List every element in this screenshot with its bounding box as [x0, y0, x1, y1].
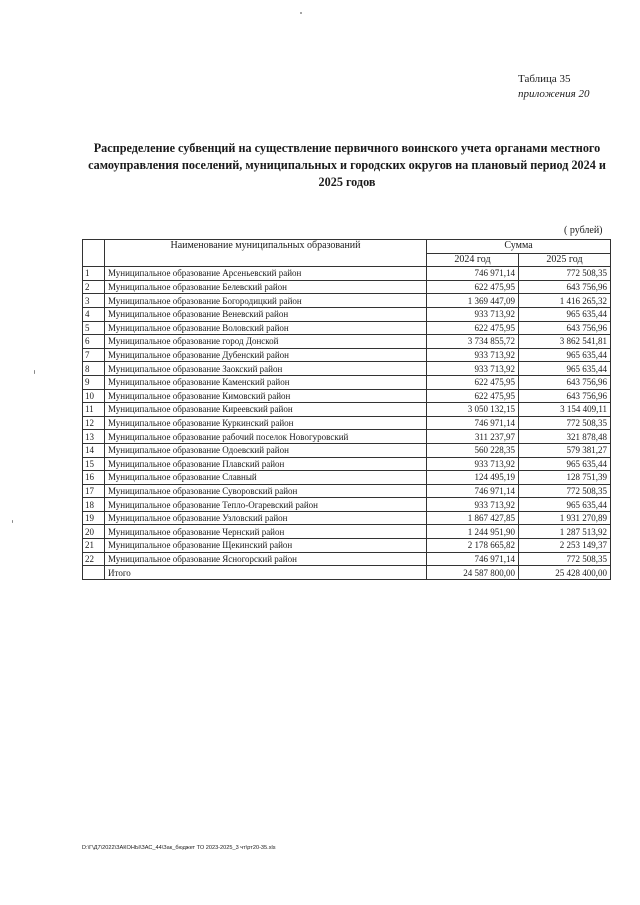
row-name: Муниципальное образование Суворовский район [105, 484, 427, 498]
header-sum: Сумма [427, 240, 611, 254]
row-number: 5 [83, 321, 105, 335]
row-number: 17 [83, 484, 105, 498]
row-2025: 3 154 409,11 [519, 403, 611, 417]
row-2024: 746 971,14 [427, 552, 519, 566]
total-label: Итого [105, 566, 427, 580]
table-row [83, 416, 611, 430]
row-2024: 933 713,92 [427, 362, 519, 376]
row-2024: 560 228,35 [427, 443, 519, 457]
row-name: Муниципальное образование Заокский район [105, 362, 427, 376]
row-2024: 933 713,92 [427, 348, 519, 362]
table-row [83, 525, 611, 539]
row-2024: 746 971,14 [427, 267, 519, 281]
row-number: 9 [83, 375, 105, 389]
row-2025: 965 635,44 [519, 457, 611, 471]
table-row [83, 335, 611, 349]
row-number: 2 [83, 280, 105, 294]
row-name: Муниципальное образование Узловский район [105, 511, 427, 525]
scan-speck [12, 520, 13, 523]
row-2024: 1 369 447,09 [427, 294, 519, 308]
row-2025: 772 508,35 [519, 484, 611, 498]
row-2024: 933 713,92 [427, 457, 519, 471]
row-2024: 124 495,19 [427, 471, 519, 485]
row-2025: 772 508,35 [519, 552, 611, 566]
row-2024: 622 475,95 [427, 280, 519, 294]
row-number: 16 [83, 471, 105, 485]
table-row [83, 511, 611, 525]
row-2024: 933 713,92 [427, 498, 519, 512]
row-name: Муниципальное образование Славный [105, 471, 427, 485]
row-name: Муниципальное образование Одоевский район [105, 443, 427, 457]
row-number: 10 [83, 389, 105, 403]
row-name: Муниципальное образование Дубенский район [105, 348, 427, 362]
table-row [83, 267, 611, 281]
table-row [83, 389, 611, 403]
table-row [83, 457, 611, 471]
row-name: Муниципальное образование Куркинский район [105, 416, 427, 430]
table-row [83, 552, 611, 566]
row-2025: 965 635,44 [519, 362, 611, 376]
subsidy-table [82, 239, 611, 580]
row-2025: 643 756,96 [519, 389, 611, 403]
row-2024: 1 867 427,85 [427, 511, 519, 525]
table-row [83, 280, 611, 294]
scan-speck [34, 370, 35, 374]
table-row [83, 498, 611, 512]
total-number [83, 566, 105, 580]
row-2025: 3 862 541,81 [519, 335, 611, 349]
row-name: Муниципальное образование Белевский район [105, 280, 427, 294]
row-2025: 579 381,27 [519, 443, 611, 457]
row-number: 6 [83, 335, 105, 349]
row-2025: 643 756,96 [519, 321, 611, 335]
row-number: 3 [83, 294, 105, 308]
row-number: 22 [83, 552, 105, 566]
table-row [83, 321, 611, 335]
row-2024: 746 971,14 [427, 416, 519, 430]
row-2025: 772 508,35 [519, 267, 611, 281]
row-name: Муниципальное образование Веневский район [105, 307, 427, 321]
row-number: 20 [83, 525, 105, 539]
header-2025: 2025 год [519, 253, 611, 267]
row-2024: 622 475,95 [427, 321, 519, 335]
row-number: 8 [83, 362, 105, 376]
table-row [83, 539, 611, 553]
row-number: 13 [83, 430, 105, 444]
row-number: 7 [83, 348, 105, 362]
table-reference [518, 72, 589, 102]
row-name: Муниципальное образование Тепло-Огаревский район [105, 498, 427, 512]
table-row [83, 307, 611, 321]
row-number: 21 [83, 539, 105, 553]
file-path-footer: D:\Г\Д7\2022\ЗАКОНЫ\ЗАС_44\Зак_бюджет ТО 2023-2025_3 чт\рт20-35.xls [82, 845, 276, 851]
table-row [83, 443, 611, 457]
row-2024: 622 475,95 [427, 375, 519, 389]
header-name: Наименование муниципальных образований [105, 240, 427, 267]
table-row [83, 362, 611, 376]
row-number: 4 [83, 307, 105, 321]
row-name: Муниципальное образование Воловский район [105, 321, 427, 335]
table-row [83, 348, 611, 362]
row-2025: 965 635,44 [519, 348, 611, 362]
row-name: Муниципальное образование Каменский район [105, 375, 427, 389]
row-2024: 746 971,14 [427, 484, 519, 498]
row-2024: 3 734 855,72 [427, 335, 519, 349]
row-number: 1 [83, 267, 105, 281]
row-2025: 965 635,44 [519, 498, 611, 512]
row-2025: 128 751,39 [519, 471, 611, 485]
row-2025: 965 635,44 [519, 307, 611, 321]
row-2025: 772 508,35 [519, 416, 611, 430]
table-row [83, 471, 611, 485]
row-2024: 1 244 951,90 [427, 525, 519, 539]
row-number: 19 [83, 511, 105, 525]
total-row [83, 566, 611, 580]
row-name: Муниципальное образование Ясногорский район [105, 552, 427, 566]
row-2025: 643 756,96 [519, 375, 611, 389]
row-2025: 321 878,48 [519, 430, 611, 444]
document-title: Распределение субвенций на существление первичного воинского учета органами местного самоуправления поселений, муниципальных и городских округов на плановый период 2024 и 2025 годов [88, 141, 606, 189]
table-row [83, 294, 611, 308]
row-name: Муниципальное образование Плавский район [105, 457, 427, 471]
header-2024: 2024 год [427, 253, 519, 267]
row-number: 14 [83, 443, 105, 457]
row-2024: 2 178 665,82 [427, 539, 519, 553]
row-2025: 1 287 513,92 [519, 525, 611, 539]
header-number [83, 240, 105, 267]
row-2024: 311 237,97 [427, 430, 519, 444]
row-name: Муниципальное образование Богородицкий район [105, 294, 427, 308]
scan-speck [300, 12, 302, 14]
row-2024: 933 713,92 [427, 307, 519, 321]
row-2025: 1 931 270,89 [519, 511, 611, 525]
row-number: 18 [83, 498, 105, 512]
row-2025: 643 756,96 [519, 280, 611, 294]
row-2024: 622 475,95 [427, 389, 519, 403]
row-2024: 3 050 132,15 [427, 403, 519, 417]
row-number: 12 [83, 416, 105, 430]
table-number: Таблица 35 [518, 73, 571, 85]
row-2025: 1 416 265,32 [519, 294, 611, 308]
row-name: Муниципальное образование Арсеньевский район [105, 267, 427, 281]
row-number: 15 [83, 457, 105, 471]
row-name: Муниципальное образование Кимовский район [105, 389, 427, 403]
table-row [83, 484, 611, 498]
row-2025: 2 253 149,37 [519, 539, 611, 553]
units-label: ( рублей) [564, 225, 603, 236]
table-row [83, 403, 611, 417]
row-name: Муниципальное образование Киреевский район [105, 403, 427, 417]
row-name: Муниципальное образование Щекинский район [105, 539, 427, 553]
appendix-label: приложения 20 [518, 88, 590, 100]
row-name: Муниципальное образование город Донской [105, 335, 427, 349]
table-row [83, 375, 611, 389]
table-row [83, 430, 611, 444]
row-name: Муниципальное образование рабочий поселок Новогуровский [105, 430, 427, 444]
total-2024: 24 587 800,00 [427, 566, 519, 580]
total-2025: 25 428 400,00 [519, 566, 611, 580]
row-name: Муниципальное образование Чернский район [105, 525, 427, 539]
row-number: 11 [83, 403, 105, 417]
